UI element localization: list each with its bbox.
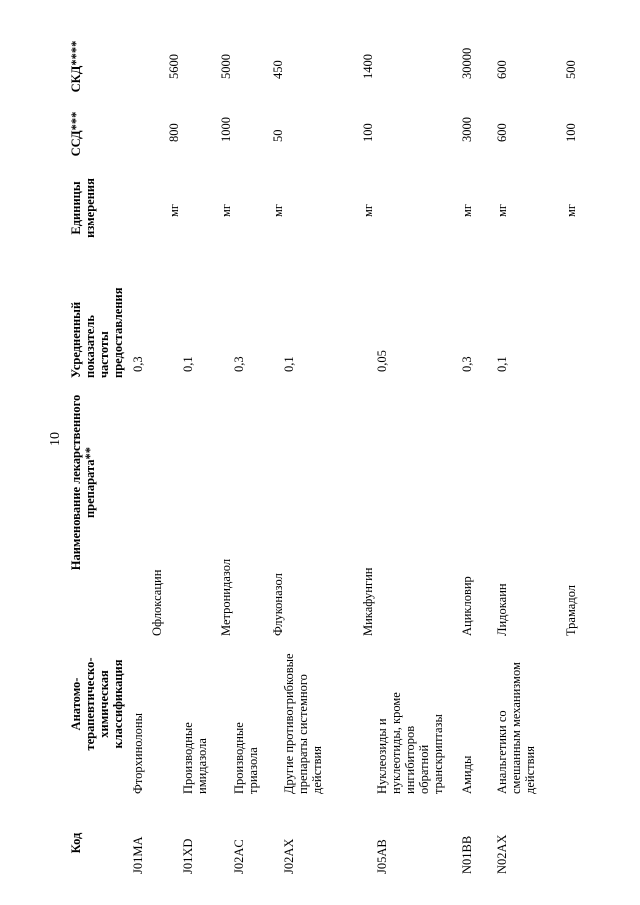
cell-skd: 450 [271, 60, 285, 79]
cell-drug: Ацикловир [460, 576, 474, 636]
cell-atc: Производные имидазола [181, 722, 209, 794]
cell-ssd: 800 [167, 123, 181, 142]
cell-freq: 0,3 [131, 356, 145, 372]
cell-ssd: 1000 [219, 117, 233, 142]
cell-drug: Метронидазол [219, 558, 233, 636]
cell-skd: 600 [495, 60, 509, 79]
header-drug: Наименование лекарственного препарата** [69, 394, 97, 571]
cell-code: N01BB [460, 835, 474, 874]
cell-freq: 0,1 [282, 356, 296, 372]
cell-skd: 5600 [167, 54, 181, 79]
cell-unit: мг [495, 203, 509, 217]
cell-code: N02AX [495, 834, 509, 874]
header-skd: СКД**** [69, 40, 83, 93]
cell-skd: 1400 [361, 54, 375, 79]
cell-unit: мг [564, 203, 578, 217]
cell-unit: мг [219, 203, 233, 217]
cell-atc: Фторхинолоны [131, 713, 145, 794]
page-number: 10 [48, 432, 63, 446]
cell-ssd: 50 [271, 129, 285, 142]
cell-freq: 0,1 [181, 356, 195, 372]
cell-code: J01XD [181, 838, 195, 874]
cell-drug: Офлоксацин [150, 569, 164, 636]
cell-skd: 5000 [219, 54, 233, 79]
cell-code: J02AX [282, 838, 296, 874]
drug-table [64, 24, 578, 874]
cell-freq: 0,3 [460, 356, 474, 372]
cell-freq: 0,3 [232, 356, 246, 372]
cell-drug: Микафунгин [361, 567, 375, 636]
cell-unit: мг [167, 203, 181, 217]
cell-freq: 0,1 [495, 356, 509, 372]
cell-ssd: 100 [564, 123, 578, 142]
cell-atc: Нуклеозиды и нуклеотиды, кроме ингибиторов обратной транскриптазы [375, 692, 445, 794]
cell-atc: Производные триазола [232, 722, 260, 794]
cell-ssd: 100 [361, 123, 375, 142]
cell-drug: Лидокаин [495, 583, 509, 636]
cell-atc: Амиды [460, 755, 474, 794]
cell-drug: Трамадол [564, 584, 578, 636]
cell-skd: 30000 [460, 47, 474, 79]
cell-ssd: 600 [495, 123, 509, 142]
cell-atc: Другие противогрибковые препараты системного действия [282, 653, 324, 794]
cell-unit: мг [271, 203, 285, 217]
header-ssd: ССД*** [69, 111, 83, 157]
cell-code: J02AC [232, 839, 246, 874]
cell-skd: 500 [564, 60, 578, 79]
cell-atc: Анальгетики со смешанным механизмом действия [495, 662, 537, 794]
header-unit: Единицы измерения [69, 178, 97, 238]
cell-unit: мг [361, 203, 375, 217]
cell-code: J05AB [375, 839, 389, 874]
cell-code: J01MA [131, 836, 145, 874]
cell-drug: Флуконазол [271, 573, 285, 636]
cell-freq: 0,05 [375, 350, 389, 372]
cell-ssd: 3000 [460, 117, 474, 142]
header-atc: Анатомо-терапевтическо-химическая классификация [69, 657, 125, 751]
cell-unit: мг [460, 203, 474, 217]
header-code: Код [69, 832, 83, 854]
header-freq: Усредненный показатель частоты предоставления [69, 287, 125, 378]
